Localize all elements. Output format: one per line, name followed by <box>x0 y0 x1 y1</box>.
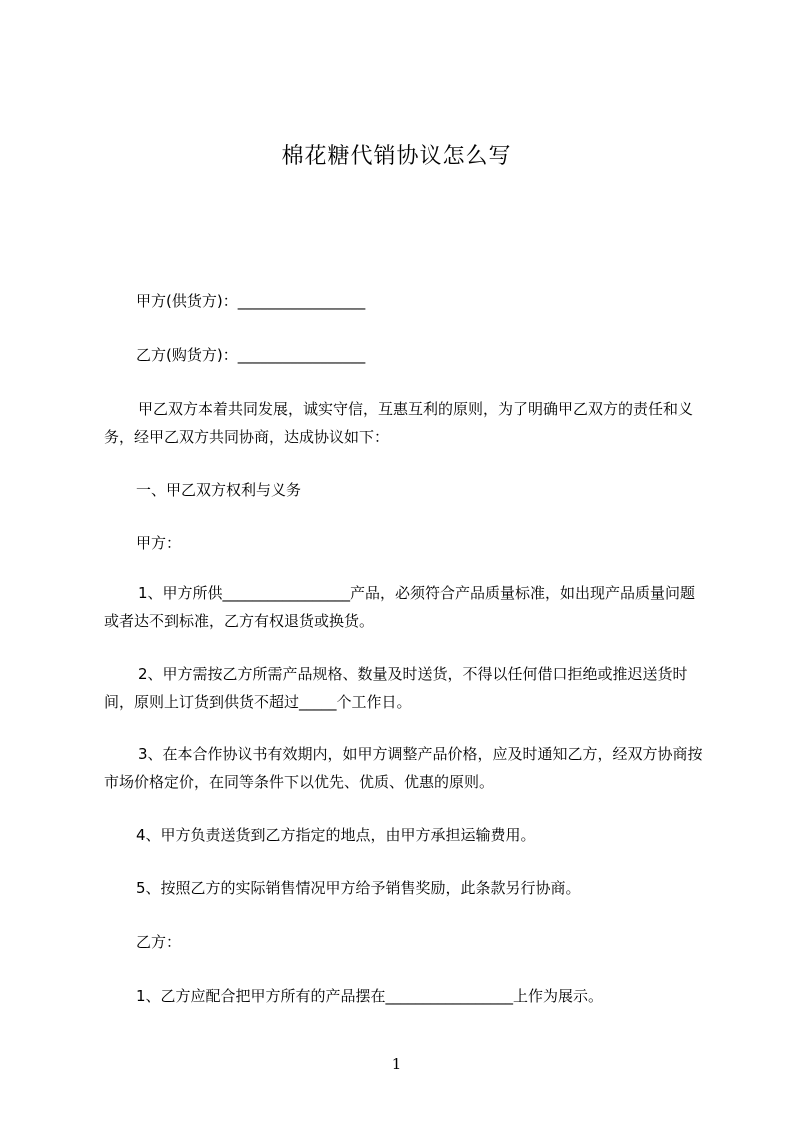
page-number: 1 <box>391 1055 402 1073</box>
section-1-heading: 一、甲乙双方权利与义务 <box>136 481 302 499</box>
clause-a-5: 5、按照乙方的实际销售情况甲方给予销售奖励，此条款另行协商。 <box>136 879 581 897</box>
document-title: 棉花糖代销协议怎么写 <box>281 144 512 169</box>
clause-a-2: 2、甲方需按乙方所需产品规格、数量及时送货，不得以任何借口拒绝或推迟送货时间，原则上订货到供货不超过_____个工作日。 <box>104 665 688 711</box>
preamble-paragraph: 甲乙双方本着共同发展，诚实守信，互惠互利的原则，为了明确甲乙双方的责任和义务，经甲乙双方共同协商，达成协议如下： <box>104 400 694 446</box>
clause-a-4: 4、甲方负责送货到乙方指定的地点，由甲方承担运输费用。 <box>136 826 536 844</box>
party-b-line: 乙方(购货方)：_________________ <box>136 346 366 364</box>
party-b-label: 乙方： <box>136 933 182 951</box>
party-a-label: 甲方： <box>136 534 182 552</box>
clause-b-1: 1、乙方应配合把甲方所有的产品摆在_________________上作为展示。 <box>136 987 604 1005</box>
clause-a-1: 1、甲方所供_________________产品，必须符合产品质量标准，如出现产品质量问题或者达不到标准，乙方有权退货或换货。 <box>104 584 696 630</box>
clause-a-3: 3、在本合作协议书有效期内，如甲方调整产品价格，应及时通知乙方，经双方协商按市场价格定价，在同等条件下以优先、优质、优惠的原则。 <box>104 745 703 791</box>
party-a-line: 甲方(供货方)：_________________ <box>136 292 366 310</box>
